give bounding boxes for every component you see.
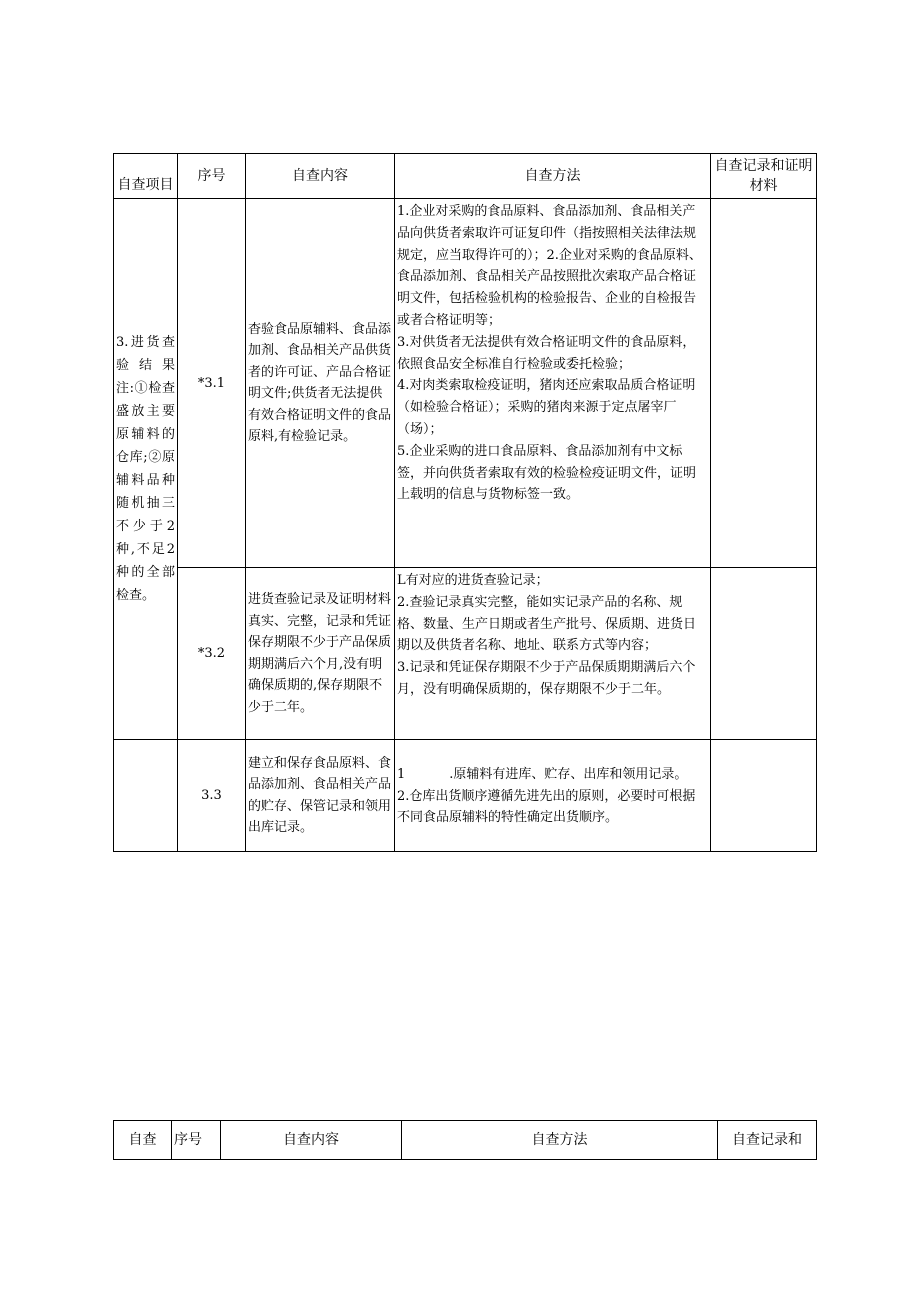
header-method: 自查方法 bbox=[402, 1121, 718, 1160]
method-item: 3.对供货者无法提供有效合格证明文件的食品原料，依照食品安全标准自行检验或委托检验； bbox=[397, 334, 696, 372]
method-item: L有对应的进货查验记录； bbox=[397, 573, 549, 588]
table-row bbox=[114, 199, 817, 568]
method-item-number: 1 bbox=[397, 766, 406, 782]
header-record: 自查记录和 bbox=[718, 1121, 817, 1160]
row-record bbox=[711, 740, 817, 852]
method-item: 2.仓库出货顺序遵循先进先出的原则，必要时可根据不同食品原辅料的特性确定出货顺序。 bbox=[397, 788, 696, 826]
method-item: 4.对肉类索取检疫证明，猪肉还应索取品质合格证明（如检验合格证）；采购的猪肉来源于定点屠宰厂（场）； bbox=[397, 378, 696, 437]
self-check-table-continued bbox=[113, 1120, 817, 1160]
method-item bbox=[397, 764, 708, 786]
header-row bbox=[114, 1121, 817, 1160]
header-record: 自查记录和证明材料 bbox=[711, 154, 817, 199]
header-content: 自查内容 bbox=[221, 1121, 402, 1160]
self-check-table bbox=[113, 153, 817, 852]
category-cell-empty bbox=[114, 740, 178, 852]
header-method: 自查方法 bbox=[395, 154, 711, 199]
row-content: 建立和保存食品原料、食品添加剂、食品相关产品的贮存、保管记录和领用出库记录。 bbox=[246, 740, 395, 852]
row-method bbox=[395, 568, 711, 740]
row-content: 进货查验记录及证明材料真实、完整，记录和凭证保存期限不少于产品保质期期满后六个月,没有明确保质期的,保存期限不少于二年。 bbox=[246, 568, 395, 740]
row-record bbox=[711, 568, 817, 740]
method-item: 2.查验记录真实完整，能如实记录产品的名称、规格、数量、生产日期或者生产批号、保质期、进货日期以及供货者名称、地址、联系方式等内容； bbox=[397, 594, 697, 654]
row-seq: *3.1 bbox=[178, 199, 246, 568]
row-record bbox=[711, 199, 817, 568]
table-row bbox=[114, 740, 817, 852]
header-seq: 序号 bbox=[178, 154, 246, 199]
row-seq: 3.3 bbox=[178, 740, 246, 852]
method-item: 5.企业采购的进口食品原料、食品添加剂有中文标签，并向供货者索取有效的检验检疫证明文件，证明上载明的信息与货物标签一致。 bbox=[397, 443, 697, 503]
method-item: 3.记录和凭证保存期限不少于产品保质期期满后六个月，没有明确保质期的，保存期限不少于二年。 bbox=[397, 660, 696, 697]
row-seq: *3.2 bbox=[178, 568, 246, 740]
row-method bbox=[395, 740, 711, 852]
method-item: 1.企业对采购的食品原料、食品添加剂、食品相关产品向供货者索取许可证复印件（指按照相关法律法规规定，应当取得许可的）；2.企业对采购的食品原料、食品添加剂、食品相关产品按照批次索取产品合格证明文件，包括检验机构的检验报告、企业的自检报告或者合格证明等； bbox=[397, 204, 702, 328]
header-content: 自查内容 bbox=[246, 154, 395, 199]
header-seq: 序号 bbox=[172, 1121, 221, 1160]
table-row bbox=[114, 568, 817, 740]
row-content: 杳验食品原辅料、食品添加剂、食品相关产品供货者的许可证、产品合格证明文件;供货者无法提供有效合格证明文件的食品原料,有检验记录。 bbox=[246, 199, 395, 568]
method-item-text: .原辅料有进库、贮存、出库和领用记录。 bbox=[449, 766, 688, 782]
row-method bbox=[395, 199, 711, 568]
category-cell: 3.进货查验结果注:①检查盛放主要原辅料的仓库;②原辅料品种随机抽三不少于2种,不足2种的全部检查。 bbox=[114, 199, 178, 740]
header-item: 自查 bbox=[114, 1121, 172, 1160]
header-item: 自查项目 bbox=[114, 154, 178, 199]
header-row bbox=[114, 154, 817, 199]
